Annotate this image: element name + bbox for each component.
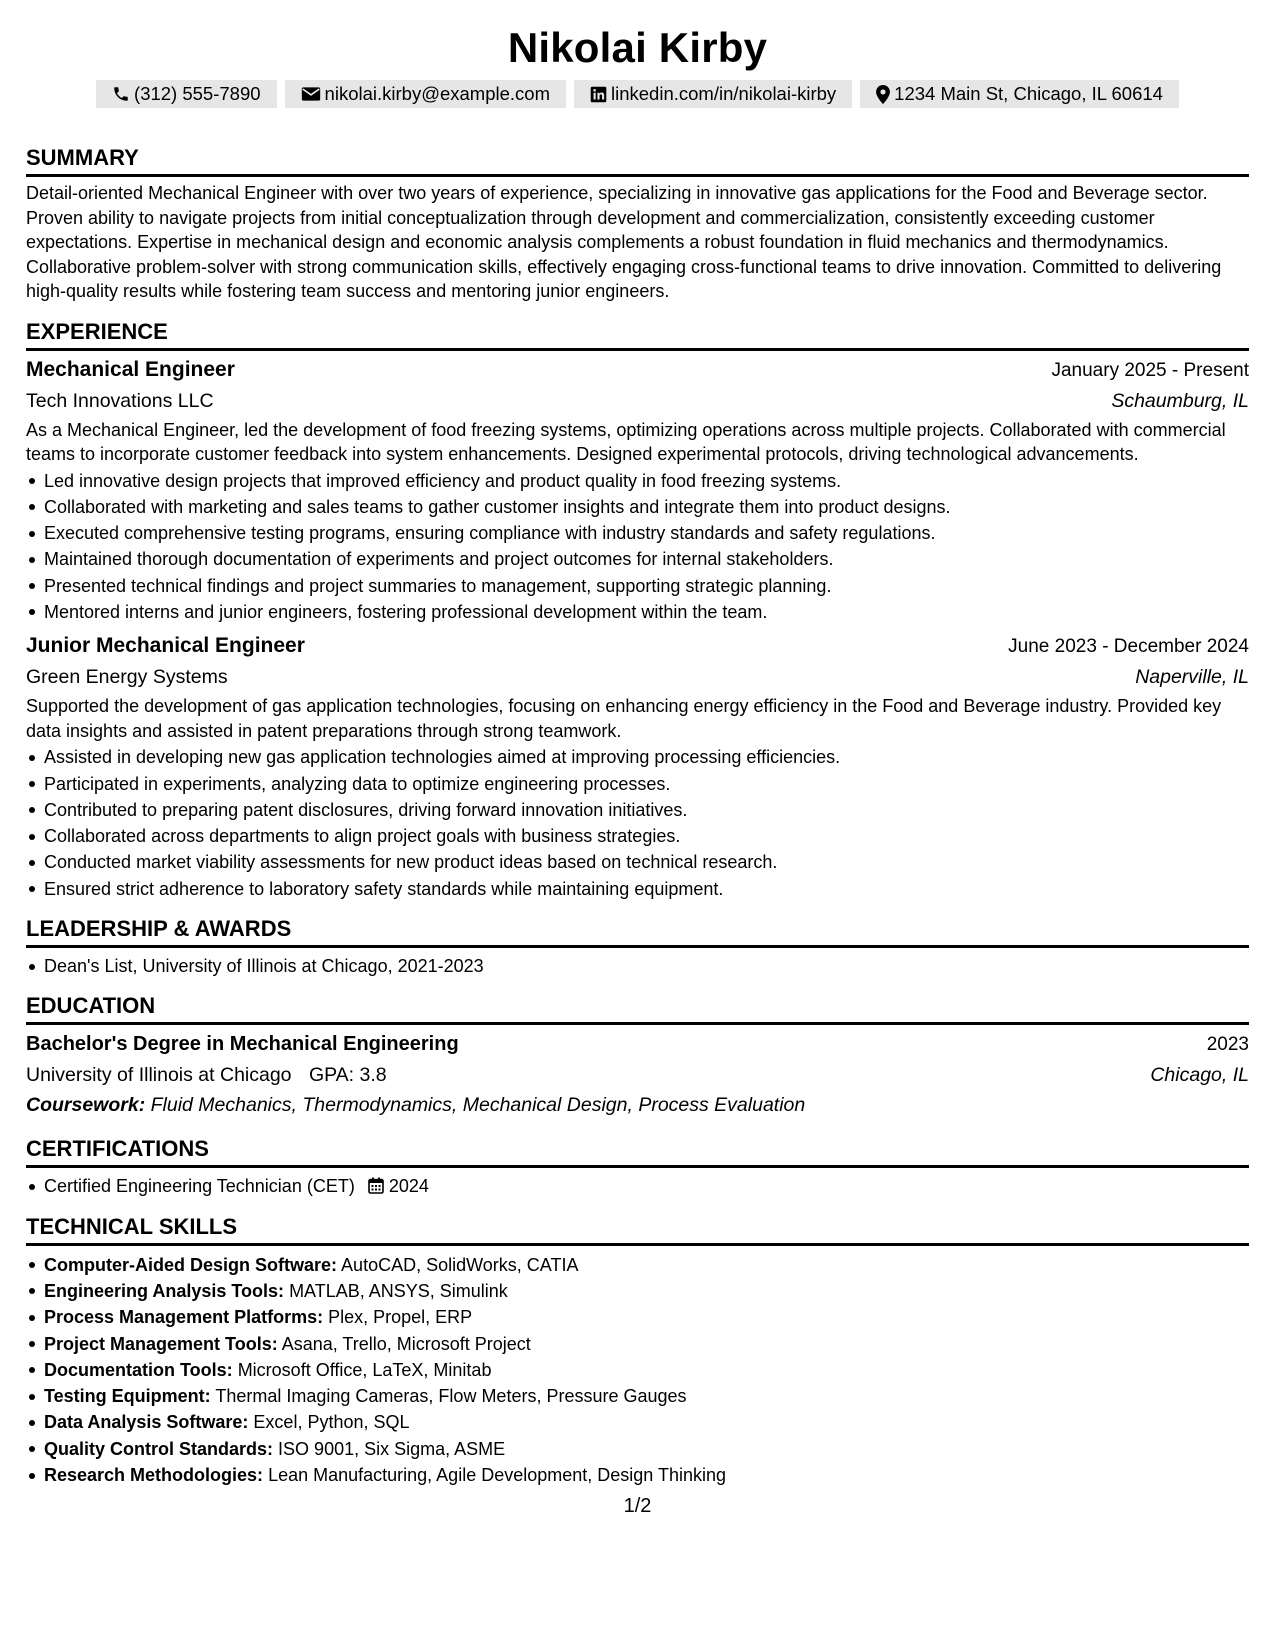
- job-bullets: [26, 468, 1249, 626]
- contact-email[interactable]: [285, 80, 566, 108]
- education-section: [26, 993, 1249, 1120]
- job-entry: [26, 631, 1249, 902]
- list-item: Led innovative design projects that improved efficiency and product quality in food freezing systems.: [44, 468, 1249, 494]
- degree-title: Bachelor's Degree in Mechanical Engineering: [26, 1033, 459, 1056]
- leadership-list: [26, 953, 1249, 979]
- skill-value: Thermal Imaging Cameras, Flow Meters, Pressure Gauges: [215, 1386, 687, 1407]
- summary-text: Detail-oriented Mechanical Engineer with over two years of experience, specializing in innovative gas applications for the Food and Beverage sector. Proven ability to navigate projects from initial conceptualization through development and commercialization, consistently exceeding customer expectations. Expertise in mechanical design and economic analysis complements a robust foundation in fluid mechanics and thermodynamics. Collaborative problem-solver with strong communication skills, effectively engaging cross-functional teams to drive innovation. Committed to delivering high-quality results while fostering team success and mentoring junior engineers.: [26, 183, 1222, 301]
- skill-label: Computer-Aided Design Software:: [44, 1254, 338, 1275]
- contact-phone[interactable]: [96, 80, 277, 108]
- job-entry: [26, 355, 1249, 626]
- list-item: Ensured strict adherence to laboratory safety standards while maintaining equipment.: [44, 876, 1249, 902]
- contact-address[interactable]: [860, 80, 1179, 108]
- skills-list: [26, 1252, 1249, 1489]
- calendar-icon: [368, 1177, 384, 1194]
- skill-value: MATLAB, ANSYS, Simulink: [289, 1280, 508, 1301]
- list-item: Presented technical findings and project summaries to management, supporting strategic planning.: [44, 573, 1249, 599]
- skill-value: Excel, Python, SQL: [253, 1412, 410, 1433]
- resume-page: [26, 0, 1249, 1517]
- skill-item: [44, 1357, 1249, 1383]
- section-title-certifications: CERTIFICATIONS: [26, 1136, 1249, 1168]
- section-title-education: EDUCATION: [26, 993, 1249, 1025]
- list-item: Assisted in developing new gas application technologies aimed at improving processing efficiencies.: [44, 744, 1249, 770]
- section-title-summary: SUMMARY: [26, 145, 1249, 177]
- job-dates: June 2023 - December 2024: [1008, 636, 1249, 658]
- contact-linkedin[interactable]: [574, 80, 852, 108]
- gpa: GPA: 3.8: [308, 1064, 387, 1087]
- school-line: [26, 1060, 387, 1090]
- phone-icon: [112, 85, 130, 103]
- coursework-list: Fluid Mechanics, Thermodynamics, Mechanical Design, Process Evaluation: [150, 1094, 806, 1117]
- candidate-name: Nikolai Kirby: [507, 24, 768, 71]
- linkedin-icon: [590, 86, 607, 103]
- skill-label: Process Management Platforms:: [44, 1307, 324, 1328]
- job-title: Junior Mechanical Engineer: [26, 634, 305, 658]
- skill-label: Project Management Tools:: [44, 1333, 278, 1354]
- job-location: Naperville, IL: [1135, 666, 1249, 689]
- skill-label: Data Analysis Software:: [44, 1412, 249, 1433]
- certification-name: Certified Engineering Technician (CET): [44, 1176, 355, 1197]
- job-company: Tech Innovations LLC: [26, 389, 214, 412]
- skill-item: [44, 1409, 1249, 1435]
- skill-label: Documentation Tools:: [44, 1359, 233, 1380]
- skill-value: Plex, Propel, ERP: [328, 1307, 473, 1328]
- experience-section: [26, 319, 1249, 903]
- school-location: Chicago, IL: [1150, 1064, 1249, 1087]
- coursework-label: Coursework:: [26, 1094, 146, 1117]
- skill-value: Microsoft Office, LaTeX, Minitab: [237, 1359, 492, 1380]
- skill-item: [44, 1331, 1249, 1357]
- skill-value: Lean Manufacturing, Agile Development, Design Thinking: [268, 1465, 727, 1486]
- skill-item: [44, 1462, 1249, 1488]
- school-name: University of Illinois at Chicago: [26, 1064, 292, 1087]
- certifications-section: [26, 1136, 1249, 1199]
- skills-section: [26, 1214, 1249, 1489]
- list-item: Conducted market viability assessments for new product ideas based on technical research.: [44, 849, 1249, 875]
- skill-item: [44, 1278, 1249, 1304]
- section-title-leadership: LEADERSHIP & AWARDS: [26, 916, 1249, 948]
- skill-value: ISO 9001, Six Sigma, ASME: [278, 1438, 506, 1459]
- list-item: Mentored interns and junior engineers, fostering professional development within the team.: [44, 599, 1249, 625]
- skill-item: [44, 1252, 1249, 1278]
- contact-bar: [26, 80, 1249, 108]
- skill-item: [44, 1304, 1249, 1330]
- job-title: Mechanical Engineer: [26, 357, 235, 381]
- list-item: Participated in experiments, analyzing data to optimize engineering processes.: [44, 771, 1249, 797]
- section-title-skills: TECHNICAL SKILLS: [26, 1214, 1249, 1246]
- list-item: Contributed to preparing patent disclosures, driving forward innovation initiatives.: [44, 797, 1249, 823]
- address-text: 1234 Main St, Chicago, IL 60614: [894, 83, 1163, 104]
- list-item: Collaborated with marketing and sales teams to gather customer insights and integrate them into product designs.: [44, 494, 1249, 520]
- map-pin-icon: [876, 85, 890, 104]
- job-dates: January 2025 - Present: [1051, 359, 1249, 381]
- job-description: Supported the development of gas application technologies, focusing on enhancing energy efficiency in the Food and Beverage industry. Provided key data insights and assisted in patent preparations through strong teamwork.: [26, 696, 1222, 741]
- list-item: Dean's List, University of Illinois at Chicago, 2021-2023: [44, 953, 1249, 979]
- email-text: nikolai.kirby@example.com: [324, 83, 550, 104]
- job-bullets: [26, 744, 1249, 902]
- skill-label: Research Methodologies:: [44, 1465, 264, 1486]
- list-item: [44, 1173, 1249, 1199]
- graduation-year: 2023: [1206, 1034, 1249, 1056]
- job-location: Schaumburg, IL: [1111, 389, 1249, 412]
- list-item: Executed comprehensive testing programs, ensuring compliance with industry standards and safety regulations.: [44, 520, 1249, 546]
- skill-item: [44, 1436, 1249, 1462]
- list-item: Maintained thorough documentation of experiments and project outcomes for internal stakeholders.: [44, 546, 1249, 572]
- coursework-line: [26, 1090, 1249, 1120]
- skill-item: [44, 1383, 1249, 1409]
- job-description: As a Mechanical Engineer, led the development of food freezing systems, optimizing operations across multiple projects. Collaborated with commercial teams to incorporate customer feedback into system enhancements. Designed experimental protocols, driving technological advancements.: [26, 419, 1226, 464]
- certification-year: 2024: [388, 1176, 429, 1197]
- job-company: Green Energy Systems: [26, 666, 228, 689]
- skill-label: Testing Equipment:: [44, 1386, 211, 1407]
- list-item: Collaborated across departments to align project goals with business strategies.: [44, 823, 1249, 849]
- skill-value: AutoCAD, SolidWorks, CATIA: [341, 1254, 579, 1275]
- page-number: 1/2: [623, 1495, 652, 1517]
- summary-section: [26, 145, 1249, 304]
- section-title-experience: EXPERIENCE: [26, 319, 1249, 351]
- leadership-section: [26, 916, 1249, 979]
- certifications-list: [26, 1173, 1249, 1199]
- linkedin-text: linkedin.com/in/nikolai-kirby: [611, 83, 837, 104]
- skill-label: Quality Control Standards:: [44, 1438, 274, 1459]
- phone-text: (312) 555-7890: [134, 83, 261, 104]
- skill-label: Engineering Analysis Tools:: [44, 1280, 285, 1301]
- skill-value: Asana, Trello, Microsoft Project: [281, 1333, 531, 1354]
- envelope-icon: [301, 86, 321, 102]
